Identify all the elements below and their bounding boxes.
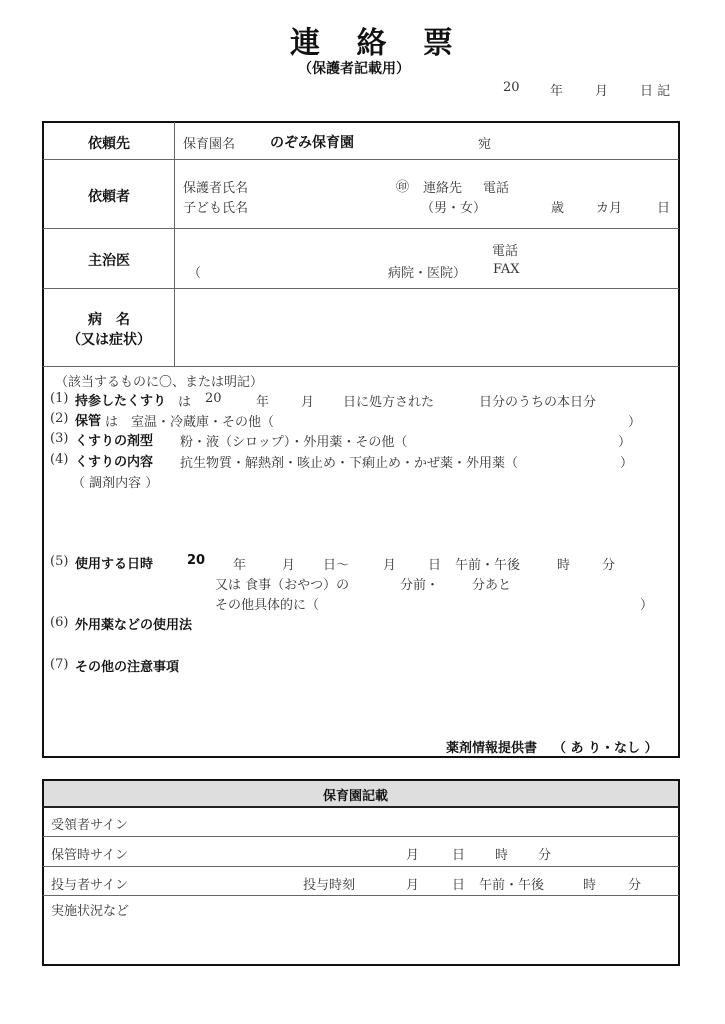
doctor-fax-field[interactable]: FAX [493, 262, 520, 277]
disease-input-area[interactable] [176, 290, 678, 365]
doctor-open-paren: （ [188, 266, 202, 281]
item5-month[interactable]: 月 [282, 558, 296, 573]
item5-title: 使用する日時 [75, 557, 154, 572]
item5-day2[interactable]: 日 [428, 558, 442, 573]
addressee-text: 宛 [478, 137, 492, 152]
item5-hour[interactable]: 時 [557, 558, 571, 573]
status-notes-field[interactable]: 実施状況など [51, 904, 130, 919]
nursery-header: 保育園記載 [323, 789, 389, 804]
item5-minute[interactable]: 分 [602, 558, 616, 573]
item1-day-prescribed[interactable]: 日に処方された [343, 395, 435, 410]
seal-mark: ㊞ [396, 180, 410, 195]
page-title [290, 18, 453, 62]
age-days[interactable]: 日 [657, 201, 671, 216]
row-divider [43, 366, 679, 367]
page-subtitle: （保護者記載用） [298, 61, 410, 77]
item4-number: (4) [50, 452, 69, 467]
instructions-note: （該当するものに〇、または明記） [55, 375, 264, 390]
admin-day[interactable]: 日 [452, 878, 466, 893]
row-divider [43, 836, 679, 837]
age-years[interactable]: 歳 [551, 201, 565, 216]
medicine-content-options[interactable]: 抗生物質・解熱剤・咳止め・下痢止め・かぜ薬・外用薬（ [180, 456, 519, 471]
sex-options[interactable]: （男・女） [421, 201, 487, 216]
administer-sign-field[interactable]: 投与者サイン [51, 878, 129, 893]
item4-close: ） [620, 456, 634, 471]
item2-close: ） [628, 415, 642, 430]
item5-min-before[interactable]: 分前・ [400, 578, 440, 593]
row-divider [43, 288, 679, 289]
disease-label-line2: （又は症状） [67, 332, 151, 348]
date-month: 月 [595, 84, 609, 99]
item2-title: 保管 [75, 414, 102, 429]
item5-year-prefix: 20 [187, 553, 206, 568]
item5-close: ） [640, 598, 654, 613]
title-char: 連 [290, 26, 320, 61]
receiver-sign-field[interactable]: 受領者サイン [51, 818, 129, 833]
item5-year[interactable]: 年 [233, 558, 247, 573]
requester-label: 依頼者 [88, 189, 130, 205]
nursery-name-value[interactable]: のぞみ保育園 [270, 135, 354, 151]
dosage-form-options[interactable]: 粉・液（シロップ）・外用薬・その他（ [180, 435, 408, 450]
date-day-written: 日 記 [640, 84, 671, 99]
date-year: 年 [550, 84, 564, 99]
item1-title: 持参したくすり [75, 394, 167, 409]
item7-title: その他の注意事項 [75, 660, 180, 675]
admin-time-label: 投与時刻 [303, 878, 356, 893]
item5-min-after[interactable]: 分あと [472, 578, 512, 593]
drug-info-label: 薬剤情報提供書 [446, 741, 538, 756]
contact-label: 連絡先 [423, 181, 463, 196]
item4-title: くすりの内容 [75, 455, 154, 470]
item2-number: (2) [50, 411, 69, 426]
row-divider [43, 806, 679, 808]
item1-particle: は [178, 395, 192, 410]
admin-minute[interactable]: 分 [628, 878, 642, 893]
row-divider [43, 895, 679, 896]
item3-number: (3) [50, 431, 69, 446]
nursery-name-label: 保育園名 [183, 137, 236, 152]
storage-minute[interactable]: 分 [538, 848, 552, 863]
storage-options[interactable]: は 室温・冷蔵庫・その他（ [105, 415, 275, 430]
item5-day-from[interactable]: 日～ [323, 558, 350, 573]
item3-close: ） [618, 435, 632, 450]
title-char: 絡 [356, 26, 387, 61]
date-year-prefix: 20 [503, 80, 520, 95]
storage-month[interactable]: 月 [406, 848, 420, 863]
doctor-phone-field[interactable]: 電話 [492, 244, 519, 259]
item5-number: (5) [50, 554, 69, 569]
child-name-field[interactable]: 子ども氏名 [183, 201, 249, 216]
disease-label-line1: 病 名 [88, 312, 130, 328]
contact-phone-field[interactable]: 電話 [483, 181, 510, 196]
row-divider [43, 159, 679, 160]
item5-month2[interactable]: 月 [383, 558, 397, 573]
guardian-name-field[interactable]: 保護者氏名 [183, 181, 249, 196]
doctor-label: 主治医 [88, 253, 130, 269]
item1-year[interactable]: 年 [256, 395, 270, 410]
item1-number: (1) [50, 391, 69, 406]
admin-month[interactable]: 月 [406, 878, 420, 893]
title-char: 票 [422, 26, 453, 61]
item6-number: (6) [50, 615, 69, 630]
row-divider [43, 866, 679, 867]
item1-year-prefix: 20 [205, 391, 222, 406]
hospital-options[interactable]: 病院・医院） [388, 266, 467, 281]
drug-info-options[interactable]: （ あ り・なし ） [553, 741, 658, 756]
admin-hour[interactable]: 時 [583, 878, 597, 893]
item1-days-today[interactable]: 日分のうちの本日分 [479, 395, 597, 410]
item7-number: (7) [50, 657, 69, 672]
item5-other-text[interactable]: その他具体的に（ [215, 598, 320, 613]
storage-day[interactable]: 日 [452, 848, 466, 863]
row-divider [43, 228, 679, 229]
item1-month[interactable]: 月 [301, 395, 315, 410]
age-months[interactable]: カ月 [596, 201, 623, 216]
storage-hour[interactable]: 時 [495, 848, 509, 863]
item3-title: くすりの剤型 [75, 434, 154, 449]
storage-sign-field[interactable]: 保管時サイン [51, 848, 129, 863]
recipient-label: 依頼先 [88, 136, 130, 152]
item5-meal-text[interactable]: 又は 食事（おやつ）の [215, 578, 350, 593]
item5-ampm[interactable]: 午前・午後 [455, 558, 521, 573]
item6-title: 外用薬などの使用法 [75, 618, 193, 633]
admin-ampm[interactable]: 午前・午後 [479, 878, 545, 893]
item4-sub: （ 調剤内容 ） [72, 476, 159, 491]
